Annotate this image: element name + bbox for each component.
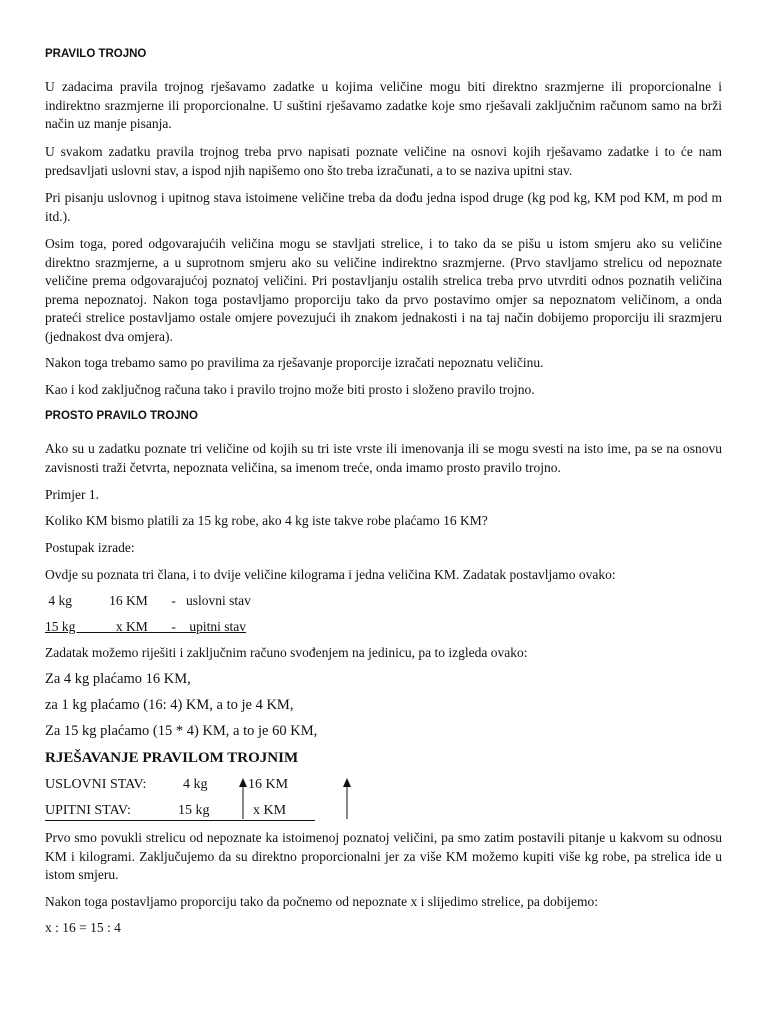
upitni-stav-label: UPITNI STAV: xyxy=(45,803,131,818)
procedure-text: Ovdje su poznata tri člana, i to dvije veličine kilograma i jedna veličina KM. Zadatak postavljamo ovako: xyxy=(45,567,616,582)
setup-row-upitni: 15 kg x KM - upitni stav xyxy=(45,619,246,634)
calc-line-2: za 1 kg plaćamo (16: 4) KM, a to je 4 KM, xyxy=(45,697,294,713)
arrow-up-icon xyxy=(238,777,248,821)
arrow-up-icon xyxy=(342,777,352,821)
paragraph-istoimene: Pri pisanju uslovnog i upitnog stava istoimene veličine treba da dođu jedna ispod druge (kg pod kg, KM pod KM, m pod m itd.). xyxy=(45,190,722,224)
paragraph-zakljucak: Prvo smo povukli strelicu od nepoznate ka istoimenoj poznatoj veličini, pa smo zatim postavili pitanje u kakvom su odnosu KM i kilogrami. Zaključujemo da su direktno proporcionalni jer za više KM možemo kupiti više kg robe, pa strelica ide u istom smjeru. xyxy=(45,830,722,882)
uslovni-stav-label: USLOVNI STAV: xyxy=(45,777,147,792)
setup-row-uslovni: 4 kg 16 KM - uslovni stav xyxy=(45,593,251,608)
heading-rjesavanje: RJEŠAVANJE PRAVILOM TROJNIM xyxy=(45,750,299,766)
section-title-pravilo-trojno: PRAVILO TROJNO xyxy=(45,48,147,60)
paragraph-svodjenje: Zadatak možemo riješiti i zaključnim računo svođenjem na jedinicu, pa to izgleda ovako: xyxy=(45,645,528,660)
section-title-prosto-pravilo: PROSTO PRAVILO TROJNO xyxy=(45,410,198,422)
upitni-kg-value: 15 kg xyxy=(178,803,210,818)
example-label: Primjer 1. xyxy=(45,487,99,502)
upitni-underline xyxy=(45,820,315,821)
calc-line-3: Za 15 kg plaćamo (15 * 4) KM, a to je 60 KM, xyxy=(45,723,318,739)
upitni-km-value: x KM xyxy=(253,803,287,818)
uslovni-km-value: 16 KM xyxy=(248,777,289,792)
paragraph-intro: U zadacima pravila trojnog rješavamo zadatke u kojima veličine mogu biti direktno srazmjerne ili proporcionalne i indirektno srazmjerne ili proporcionalne. U suštini rješavamo zadatke koje smo rješavali zaključnim računom samo na brži način uz manje pisanja. xyxy=(45,79,722,131)
uslovni-kg-value: 4 kg xyxy=(183,777,208,792)
paragraph-proporcija: Nakon toga trebamo samo po pravilima za rješavanje proporcije izračati nepoznatu veličinu. xyxy=(45,355,544,370)
example-question: Koliko KM bismo platili za 15 kg robe, ako 4 kg iste takve robe plaćamo 16 KM? xyxy=(45,513,488,528)
paragraph-strelice: Osim toga, pored odgovarajućih veličina mogu se stavljati strelice, i to tako da se pišu u istom smjeru ako su veličine direktno srazmjerne, a u suprotnom smjeru ako su veličine indirektno srazmjerne. (Prvo stavljamo strelicu od nepoznate veličine prema odgovarajućoj poznatoj veličini. Pri postavljanju ostalih strelica treba prvo utvrditi odnos poznatih veličina prema nepoznatoj. Nakon toga postavljamo proporciju tako da prvo postavimo omjer sa nepoznatom veličinom, a onda prateći strelice postavljamo ostale omjere povezujući ih znakom jednakosti i na taj način dobijemo proporciju ili srazmjeru (jednakost dva omjera). xyxy=(45,236,722,344)
paragraph-prosto-slozeno: Kao i kod zaključnog računa tako i pravilo trojno može biti prosto i složeno pravilo trojno. xyxy=(45,382,535,397)
paragraph-postavljanje: Nakon toga postavljamo proporciju tako da počnemo od nepoznate x i slijedimo strelice, pa dobijemo: xyxy=(45,894,598,909)
proportion-formula: x : 16 = 15 : 4 xyxy=(45,920,121,935)
paragraph-definicija: Ako su u zadatku poznate tri veličine od kojih su tri iste vrste ili imenovanja ili se mogu svesti na isto ime, pa se na osnovu zavisnosti traži četvrta, nepoznata veličina, sa imenom treće, onda imamo prosto pravilo trojno. xyxy=(45,441,722,475)
paragraph-uslovni-upitni: U svakom zadatku pravila trojnog treba prvo napisati poznate veličine na osnovi kojih rješavamo zadatke i to će nam predsavljati uslovni stav, a ispod njih napišemo ono što treba izračunati, a to se naziva upitni stav. xyxy=(45,144,722,178)
procedure-label: Postupak izrade: xyxy=(45,540,135,555)
calc-line-1: Za 4 kg plaćamo 16 KM, xyxy=(45,671,191,687)
